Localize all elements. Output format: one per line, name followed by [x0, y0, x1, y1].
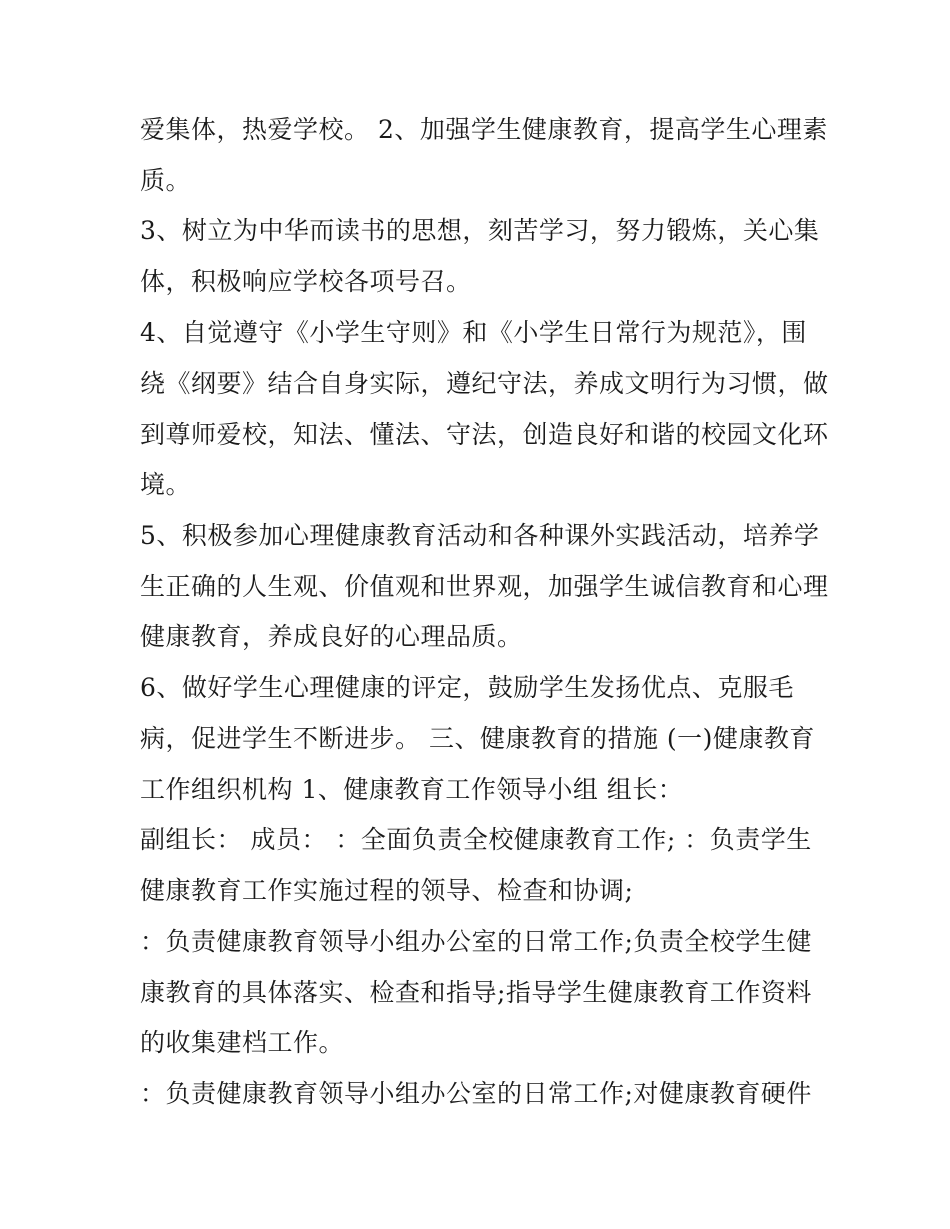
text-line: 爱集体，热爱学校。 2、加强学生健康教育，提高学生心理素 — [140, 115, 828, 144]
text-line: ：负责健康教育领导小组办公室的日常工作;负责全校学生健 — [140, 927, 812, 956]
text-line: 境。 — [140, 470, 192, 499]
text-line: 病，促进学生不断进步。 三、健康教育的措施 (一)健康教育 — [140, 724, 815, 753]
text-line: 到尊师爱校，知法、懂法、守法，创造良好和谐的校园文化环 — [140, 420, 829, 449]
text-line: 的收集建档工作。 — [140, 1028, 345, 1057]
text-line: 6、做好学生心理健康的评定，鼓励学生发扬优点、克服毛 — [140, 673, 794, 702]
text-line: 5、积极参加心理健康教育活动和各种课外实践活动，培养学 — [140, 521, 820, 550]
text-line: 健康教育，养成良好的心理品质。 — [140, 622, 523, 651]
text-line: 副组长： 成员： ：全面负责全校健康教育工作; ：负责学生 — [140, 825, 812, 854]
text-line: 康教育的具体落实、检查和指导;指导学生健康教育工作资料 — [140, 978, 812, 1007]
text-line: 绕《纲要》结合自身实际，遵纪守法，养成文明行为习惯，做 — [140, 369, 829, 398]
text-line: 工作组织机构 1、健康教育工作领导小组 组长： — [140, 775, 684, 804]
text-line: 体，积极响应学校各项号召。 — [140, 267, 472, 296]
text-line: 生正确的人生观、价值观和世界观，加强学生诚信教育和心理 — [140, 572, 829, 601]
text-line: ：负责健康教育领导小组办公室的日常工作;对健康教育硬件 — [140, 1079, 812, 1108]
text-line: 质。 — [140, 166, 192, 195]
text-line: 健康教育工作实施过程的领导、检查和协调; — [140, 876, 634, 905]
text-line: 4、自觉遵守《小学生守则》和《小学生日常行为规范》，围 — [140, 318, 807, 347]
text-line: 3、树立为中华而读书的思想，刻苦学习，努力锻炼，关心集 — [140, 216, 820, 245]
